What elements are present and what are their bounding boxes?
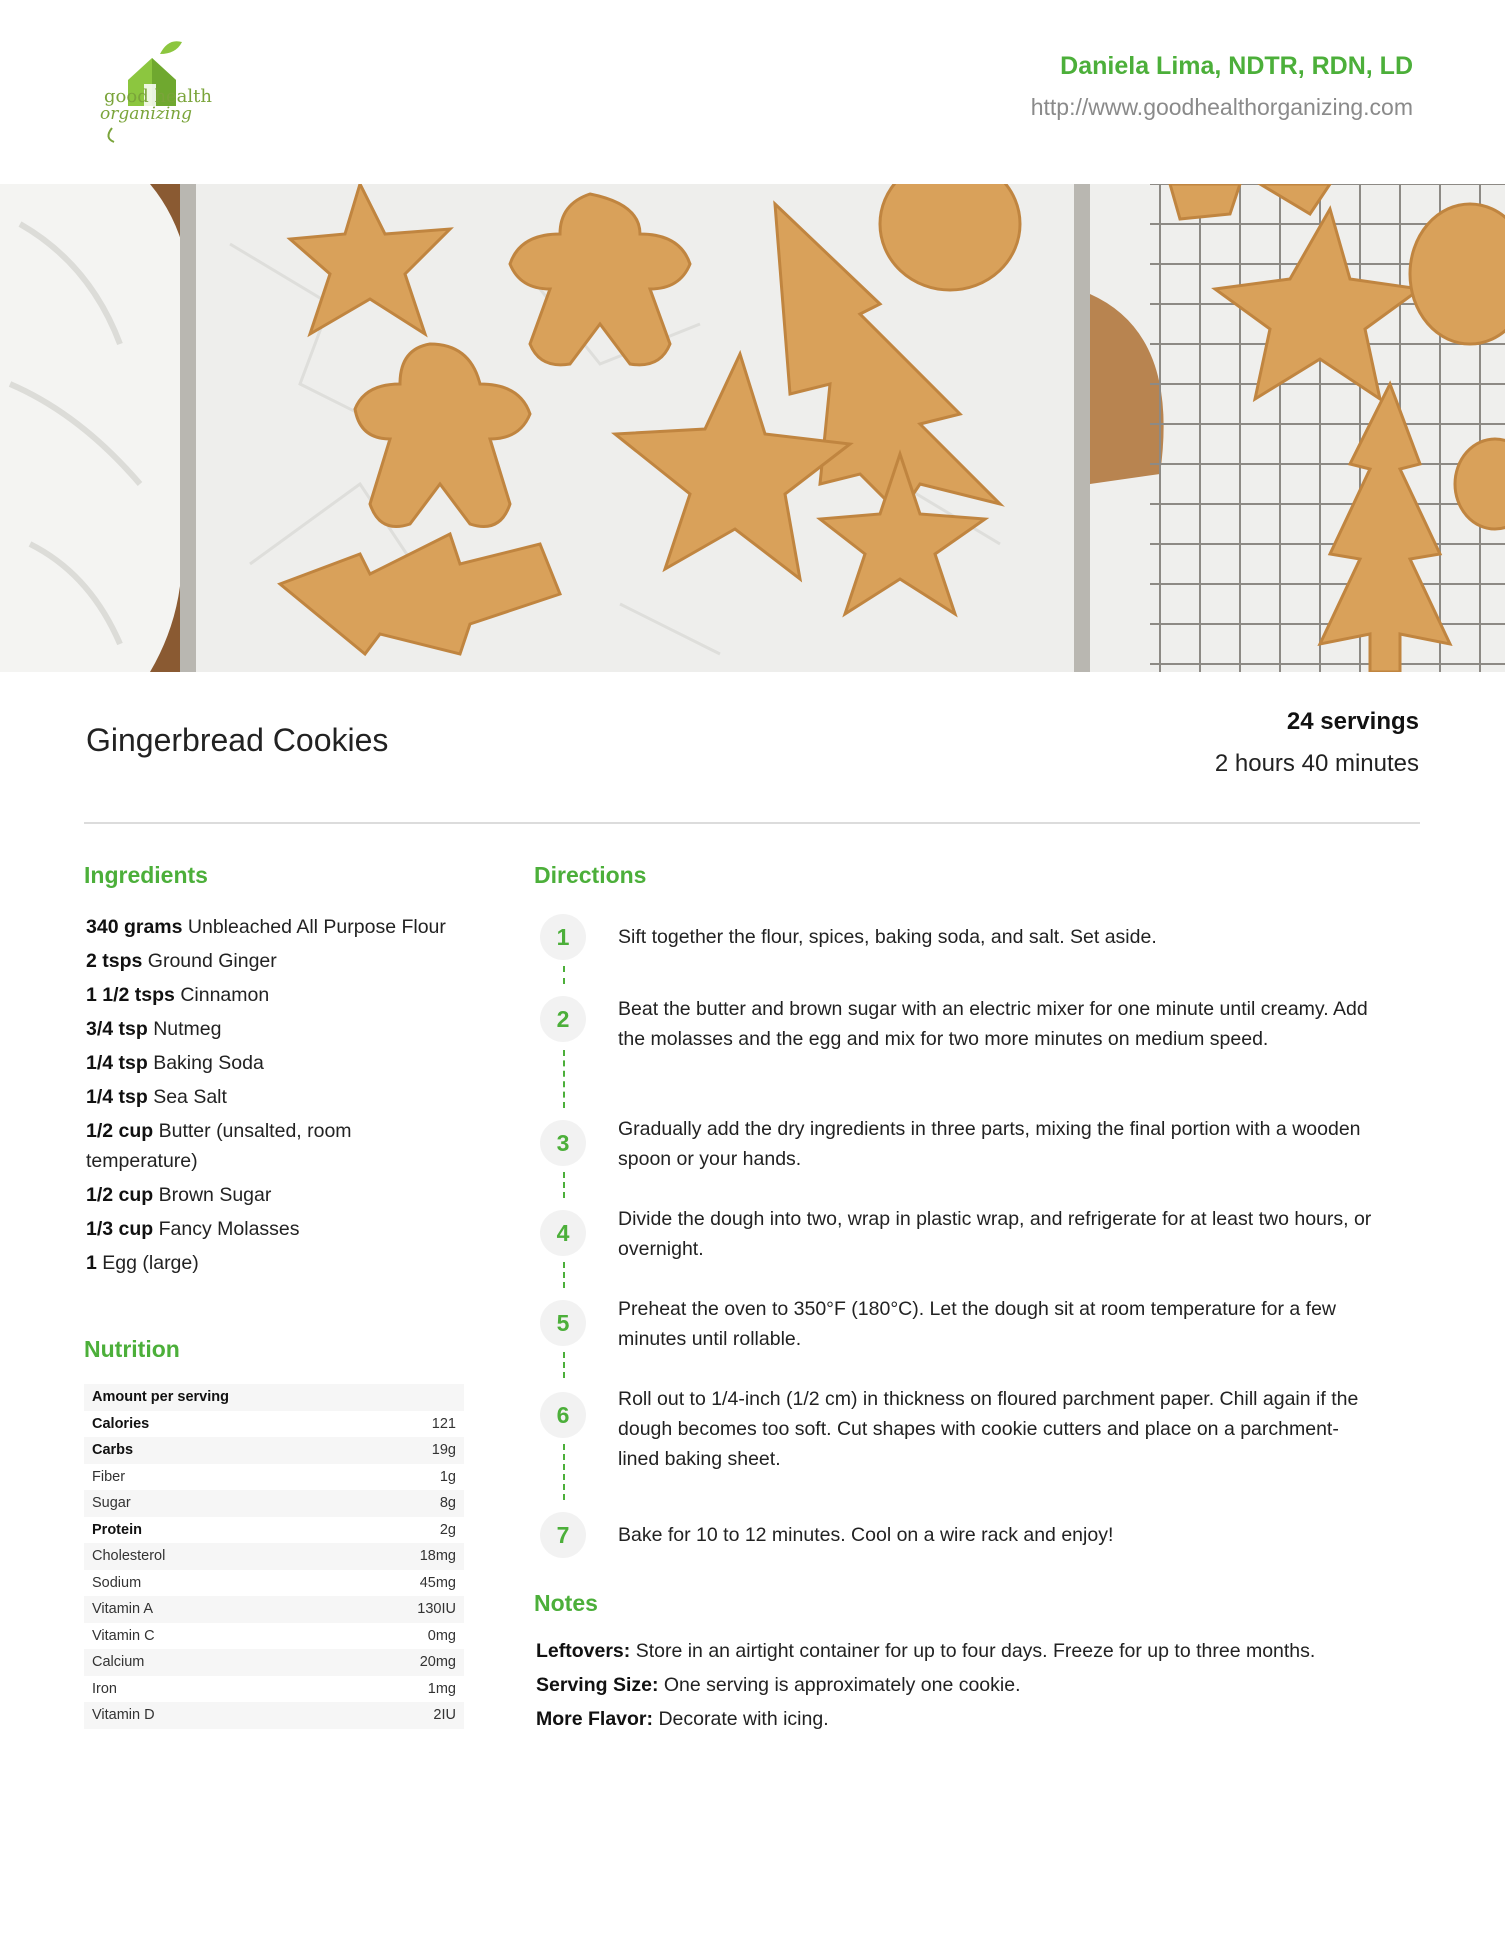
ingredient-qty: 1/4 tsp	[86, 1052, 148, 1074]
title-divider	[84, 822, 1420, 824]
ingredient-name: Ground Ginger	[147, 950, 277, 972]
nutrient-label: Carbs	[84, 1437, 320, 1464]
step-text: Divide the dough into two, wrap in plastic wrap, and refrigerate for at least two hours, or overnight.	[618, 1208, 1372, 1260]
step-number: 7	[540, 1512, 586, 1558]
nutrient-value: 45mg	[419, 1574, 456, 1591]
table-row	[84, 1623, 464, 1650]
total-time: 2 hours 40 minutes	[1214, 750, 1419, 777]
ingredient-item	[86, 1048, 446, 1078]
nutrient-label: Vitamin C	[92, 1627, 155, 1644]
ingredient-qty: 1 1/2 tsps	[86, 984, 175, 1006]
ingredient-name: Sea Salt	[153, 1086, 227, 1108]
ingredient-item	[86, 1014, 446, 1044]
step-number: 2	[540, 996, 586, 1042]
step-text: Gradually add the dry ingredients in three parts, mixing the final portion with a wooden spoon or your hands.	[618, 1118, 1361, 1170]
nutrient-label: Sugar	[84, 1490, 320, 1517]
nutrient-value: 1g	[439, 1468, 456, 1485]
logo-text-line2: organizing	[100, 104, 192, 124]
author-name: Daniela Lima, NDTR, RDN, LD	[1060, 52, 1413, 80]
ingredient-qty: 3/4 tsp	[86, 1018, 148, 1040]
ingredient-name: Fancy Molasses	[158, 1218, 300, 1240]
website-link[interactable]: http://www.goodhealthorganizing.com	[1030, 94, 1413, 120]
step-text: Preheat the oven to 350°F (180°C). Let the dough sit at room temperature for a few minutes until rollable.	[618, 1298, 1336, 1350]
note-text: Store in an airtight container for up to four days. Freeze for up to three months.	[635, 1640, 1316, 1662]
ingredient-item	[86, 1180, 446, 1210]
nutrient-label: Sodium	[92, 1574, 142, 1591]
nutrient-value: 18mg	[320, 1543, 464, 1570]
ingredient-item	[86, 1082, 446, 1112]
nutrient-value: 121	[431, 1415, 456, 1432]
ingredient-qty: 1/2 cup	[86, 1184, 154, 1206]
nutrient-value: 130IU	[320, 1596, 464, 1623]
nutrient-label: Vitamin A	[84, 1596, 320, 1623]
ingredient-name: Brown Sugar	[158, 1184, 272, 1206]
nutrient-value: 8g	[320, 1490, 464, 1517]
ingredient-name: Unbleached All Purpose Flour	[187, 916, 446, 938]
nutrient-label: Protein	[92, 1521, 142, 1538]
note-item	[536, 1704, 1336, 1734]
nutrition-header-row	[84, 1384, 464, 1411]
ingredient-item	[86, 946, 446, 976]
table-row	[84, 1464, 464, 1491]
step-text: Sift together the flour, spices, baking soda, and salt. Set aside.	[618, 926, 1157, 948]
table-row	[84, 1596, 464, 1623]
ingredients-list	[86, 912, 446, 1282]
note-label: Serving Size:	[536, 1674, 659, 1696]
nutrient-value: 2g	[439, 1521, 456, 1538]
step-connector	[563, 1050, 565, 1108]
notes-heading: Notes	[534, 1590, 598, 1616]
ingredients-heading: Ingredients	[84, 862, 208, 888]
step-connector	[563, 1172, 565, 1198]
table-row	[84, 1411, 464, 1438]
nutrient-label: Calories	[92, 1415, 150, 1432]
ingredient-qty: 1/2 cup	[86, 1120, 154, 1142]
table-row	[84, 1437, 464, 1464]
ingredient-qty: 2 tsps	[86, 950, 143, 972]
step-connector	[563, 1444, 565, 1500]
table-row	[84, 1490, 464, 1517]
ingredient-qty: 340 grams	[86, 916, 183, 938]
nutrient-value: 1mg	[427, 1680, 456, 1697]
ingredient-qty: 1	[86, 1252, 97, 1274]
notes-list	[536, 1636, 1336, 1738]
step-number: 1	[540, 914, 586, 960]
ingredient-item	[86, 1214, 446, 1244]
note-label: Leftovers:	[536, 1640, 631, 1662]
nutrient-label: Vitamin D	[84, 1702, 320, 1729]
step-number: 4	[540, 1210, 586, 1256]
step-number: 6	[540, 1392, 586, 1438]
logo-text-line1: good health	[104, 86, 212, 107]
nutrient-label: Calcium	[84, 1649, 320, 1676]
note-item	[536, 1636, 1336, 1666]
ingredient-name: Nutmeg	[153, 1018, 222, 1040]
step-text: Roll out to 1/4-inch (1/2 cm) in thickness on floured parchment paper. Chill again if the dough becomes too soft. Cut shapes with cookie cutters and place on a parchment-lined baking sheet.	[618, 1388, 1359, 1470]
step-text: Bake for 10 to 12 minutes. Cool on a wire rack and enjoy!	[618, 1524, 1114, 1546]
table-row	[84, 1676, 464, 1703]
nutrition-heading: Nutrition	[84, 1336, 180, 1362]
step-connector	[563, 1352, 565, 1378]
table-row	[84, 1570, 464, 1597]
table-row	[84, 1649, 464, 1676]
table-row	[84, 1517, 464, 1544]
note-label: More Flavor:	[536, 1708, 654, 1730]
step-number: 3	[540, 1120, 586, 1166]
ingredient-qty: 1/3 cup	[86, 1218, 154, 1240]
ingredient-item	[86, 1116, 446, 1176]
directions-heading: Directions	[534, 862, 647, 888]
nutrient-label: Fiber	[92, 1468, 126, 1485]
ingredient-item	[86, 1248, 446, 1278]
step-text: Beat the butter and brown sugar with an electric mixer for one minute until creamy. Add the molasses and the egg and mix for two more minutes on medium speed.	[618, 998, 1368, 1050]
nutrient-label: Cholesterol	[84, 1543, 320, 1570]
gingerbread-cookies-photo	[0, 184, 1505, 672]
ingredient-item	[86, 980, 446, 1010]
step-connector	[563, 1262, 565, 1288]
ingredient-name: Egg (large)	[102, 1252, 199, 1274]
nutrition-header-label: Amount per serving	[84, 1384, 464, 1411]
ingredient-name: Butter (unsalted, room temperature)	[86, 1120, 352, 1172]
note-text: Decorate with icing.	[658, 1708, 829, 1730]
note-text: One serving is approximately one cookie.	[663, 1674, 1021, 1696]
ingredient-qty: 1/4 tsp	[86, 1086, 148, 1108]
table-row	[84, 1702, 464, 1729]
ingredient-name: Baking Soda	[153, 1052, 264, 1074]
nutrient-value: 19g	[320, 1437, 464, 1464]
nutrient-value: 2IU	[320, 1702, 464, 1729]
nutrition-table	[84, 1384, 464, 1729]
nutrient-value: 20mg	[320, 1649, 464, 1676]
step-connector	[563, 966, 565, 984]
nutrient-value: 0mg	[427, 1627, 456, 1644]
note-item	[536, 1670, 1336, 1700]
step-number: 5	[540, 1300, 586, 1346]
recipe-title: Gingerbread Cookies	[86, 722, 389, 758]
nutrient-label: Iron	[92, 1680, 117, 1697]
ingredient-item	[86, 912, 446, 942]
servings-count: 24 servings	[1286, 708, 1419, 735]
table-row	[84, 1543, 464, 1570]
ingredient-name: Cinnamon	[180, 984, 270, 1006]
